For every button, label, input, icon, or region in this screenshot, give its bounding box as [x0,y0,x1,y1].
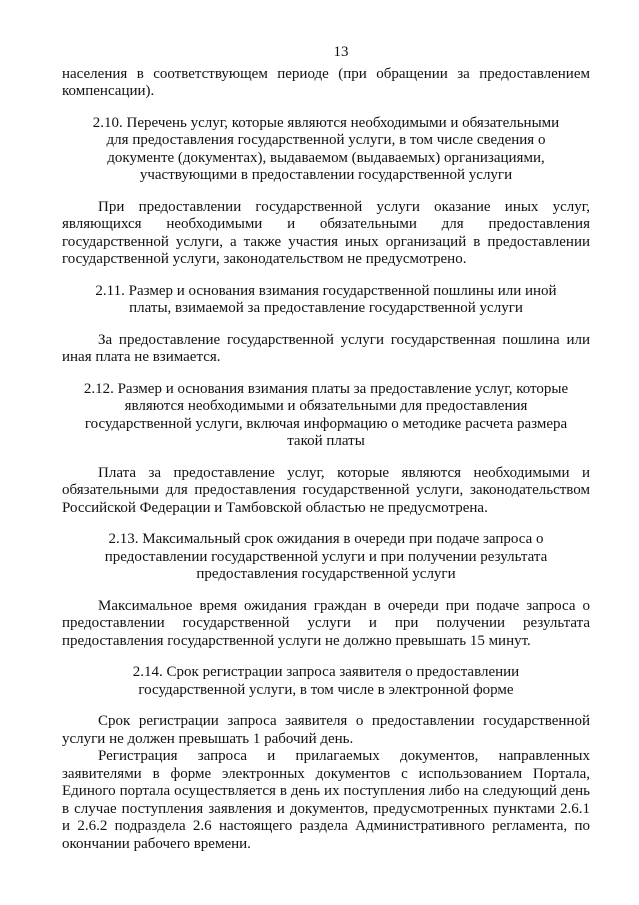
section-paragraph: Плата за предоставление услуг, которые являются необходимыми и обязательными для предоставления государственной услуги, законодательством Российской Федерации и Тамбовской областью не предусмотрена. [62,464,590,516]
intro-text: населения в соответствующем периоде (при обращении за предоставлением компенсации). [62,65,590,99]
section-paragraph: За предоставление государственной услуги государственная пошлина или иная плата не взимается. [62,331,590,365]
section-2-14 [62,664,590,853]
page-number: 13 [333,44,349,60]
section-heading: 2.11. Размер и основания взимания государственной пошлины или иной платы, взимаемой за предоставление государственной услуги [95,282,557,316]
section-2-10 [62,115,590,269]
section-paragraph: При предоставлении государственной услуги оказание иных услуг, являющихся необходимыми и обязательными для предоставления государственной услуги, а также участия иных организаций в предоставлении государственной услуги, законодательством не предусмотрено. [62,198,590,267]
section-paragraph: Регистрация запроса и прилагаемых документов, направленных заявителями в форме электронных документов с использованием Портала, Единого портала осуществляется в день их поступления либо на следующий день в случае поступления заявления и документов, предусмотренных пунктами 2.6.1 и 2.6.2 подраздела 2.6 настоящего раздела Административного регламента, по окончании рабочего времени. [62,748,590,852]
section-heading: 2.13. Максимальный срок ожидания в очереди при подаче запроса о предоставлении государственной услуги и при получении результата предоставления государственной услуги [104,531,548,582]
section-2-12 [62,381,590,518]
section-heading: 2.14. Срок регистрации запроса заявителя о предоставлении государственной услуги, в том числе в электронной форме [132,664,520,698]
section-paragraph: Максимальное время ожидания граждан в очереди при подаче запроса о предоставлении государственной услуги и при получении результата предоставления государственной услуги не должно превышать 15 минут. [62,597,590,649]
section-2-13 [62,531,590,650]
document-page [62,44,590,853]
section-2-11 [62,283,590,367]
section-paragraph: Срок регистрации запроса заявителя о предоставлении государственной услуги не должен превышать 1 рабочий день. [62,713,590,747]
section-heading: 2.10. Перечень услуг, которые являются необходимыми и обязательными для предоставления государственной услуги, в том числе сведения о документе (документах), выдаваемом (выдаваемых) организациями, участвующими в предоставлении государственной услуги [92,114,560,183]
section-heading: 2.12. Размер и основания взимания платы за предоставление услуг, которые являются необходимыми и обязательными для предоставления государственной услуги, включая информацию о методике расчета размера такой платы [83,380,569,449]
